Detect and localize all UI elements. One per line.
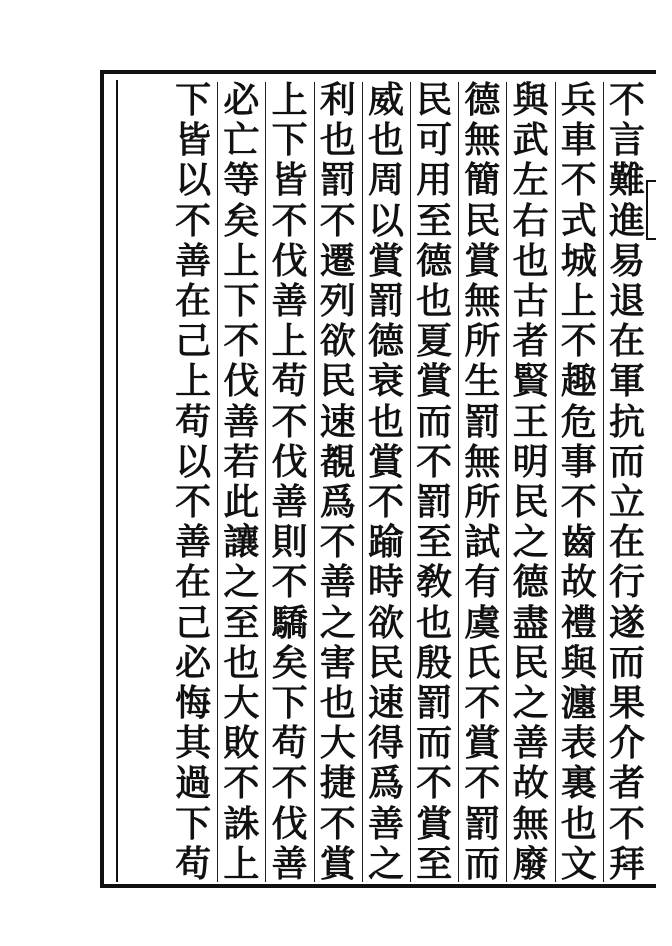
character: 不 [608, 79, 645, 121]
character: 不 [271, 762, 308, 805]
character: 可 [416, 119, 453, 162]
character: 善 [223, 400, 260, 443]
character: 上 [223, 842, 260, 885]
character: 不 [175, 481, 212, 524]
character: 捷 [319, 762, 356, 805]
character: 己 [175, 320, 212, 363]
character: 賞 [416, 802, 453, 845]
character: 亡 [223, 119, 260, 162]
character: 不 [319, 521, 356, 564]
character: 上 [223, 239, 260, 282]
column-divider [217, 82, 218, 882]
character: 軍 [608, 360, 645, 403]
character: 以 [367, 199, 404, 242]
character: 民 [512, 641, 549, 684]
character: 不 [416, 440, 453, 483]
character: 德 [512, 561, 549, 604]
character: 下 [271, 119, 308, 162]
column-divider [265, 82, 266, 882]
character: 罰 [319, 159, 356, 202]
text-column [363, 79, 409, 885]
character: 之 [512, 521, 549, 564]
character: 在 [175, 280, 212, 323]
character: 驕 [271, 601, 308, 644]
character: 善 [367, 802, 404, 845]
column-divider [603, 82, 604, 882]
character: 事 [560, 440, 597, 483]
character: 也 [223, 641, 260, 684]
character: 賞 [416, 360, 453, 403]
character: 難 [608, 159, 645, 202]
character: 也 [319, 682, 356, 725]
character: 裏 [560, 762, 597, 805]
character: 罰 [367, 280, 404, 323]
character: 氏 [464, 641, 501, 684]
character: 與 [560, 641, 597, 684]
character: 介 [608, 722, 645, 765]
character: 伐 [223, 360, 260, 403]
character: 罰 [464, 400, 501, 443]
character: 所 [464, 481, 501, 524]
character: 周 [367, 159, 404, 202]
character: 至 [223, 601, 260, 644]
character: 不 [560, 159, 597, 202]
character: 無 [512, 802, 549, 845]
character: 在 [175, 561, 212, 604]
character: 此 [223, 481, 260, 524]
character: 威 [367, 79, 404, 121]
character: 善 [271, 481, 308, 524]
character: 明 [512, 440, 549, 483]
character: 善 [175, 239, 212, 282]
character: 抗 [608, 400, 645, 443]
text-column [315, 79, 361, 885]
character: 德 [416, 239, 453, 282]
character: 賞 [367, 239, 404, 282]
character: 與 [512, 79, 549, 121]
text-column [556, 79, 602, 885]
character: 遷 [319, 239, 356, 282]
character: 下 [223, 280, 260, 323]
text-column [459, 79, 505, 885]
character: 覩 [319, 440, 356, 483]
character: 文 [560, 842, 597, 885]
text-column [411, 79, 457, 885]
character: 之 [367, 842, 404, 885]
character: 夏 [416, 320, 453, 363]
character: 不 [560, 320, 597, 363]
character: 廢 [512, 842, 549, 885]
character: 上 [271, 320, 308, 363]
character: 生 [464, 360, 501, 403]
column-divider [458, 82, 459, 882]
text-column [170, 79, 216, 885]
character: 賢 [512, 360, 549, 403]
character: 者 [608, 762, 645, 805]
character: 表 [560, 722, 597, 765]
character: 讓 [223, 521, 260, 564]
column-divider [362, 82, 363, 882]
character: 殷 [416, 641, 453, 684]
character: 虞 [464, 601, 501, 644]
character: 苟 [271, 722, 308, 765]
character: 苟 [175, 400, 212, 443]
character: 賞 [464, 722, 501, 765]
character: 民 [464, 199, 501, 242]
character: 速 [319, 400, 356, 443]
character: 進 [608, 199, 645, 242]
character: 不 [223, 320, 260, 363]
character: 者 [512, 320, 549, 363]
character: 式 [560, 199, 597, 242]
character: 誅 [223, 802, 260, 845]
character: 賞 [367, 440, 404, 483]
character: 上 [175, 360, 212, 403]
character: 趣 [560, 360, 597, 403]
character: 罰 [416, 682, 453, 725]
character: 不 [608, 802, 645, 845]
inner-border-rule [116, 80, 118, 882]
character: 列 [319, 280, 356, 323]
character: 而 [608, 641, 645, 684]
column-divider [555, 82, 556, 882]
character: 善 [512, 722, 549, 765]
character: 武 [512, 119, 549, 162]
character: 民 [319, 360, 356, 403]
character: 盡 [512, 601, 549, 644]
character: 在 [608, 320, 645, 363]
character: 德 [367, 320, 404, 363]
character: 車 [560, 119, 597, 162]
character: 也 [367, 119, 404, 162]
text-column [218, 79, 264, 885]
character: 之 [223, 561, 260, 604]
character: 不 [367, 481, 404, 524]
character: 簡 [464, 159, 501, 202]
character: 不 [464, 762, 501, 805]
character: 害 [319, 641, 356, 684]
character: 古 [512, 280, 549, 323]
character: 而 [416, 400, 453, 443]
character: 踰 [367, 521, 404, 564]
character: 左 [512, 159, 549, 202]
character: 右 [512, 199, 549, 242]
character: 伐 [271, 239, 308, 282]
character: 無 [464, 440, 501, 483]
column-divider [506, 82, 507, 882]
character: 伐 [271, 802, 308, 845]
character: 善 [175, 521, 212, 564]
character: 皆 [271, 159, 308, 202]
character: 若 [223, 440, 260, 483]
character: 不 [464, 682, 501, 725]
character: 得 [367, 722, 404, 765]
character: 利 [319, 79, 356, 121]
character: 民 [367, 641, 404, 684]
character: 爲 [319, 481, 356, 524]
character: 以 [175, 159, 212, 202]
character: 有 [464, 561, 501, 604]
character: 不 [175, 199, 212, 242]
character: 必 [223, 79, 260, 121]
character: 苟 [175, 842, 212, 885]
character: 過 [175, 762, 212, 805]
character: 伐 [271, 440, 308, 483]
character: 賞 [464, 239, 501, 282]
character: 必 [175, 641, 212, 684]
text-column [267, 79, 313, 885]
character: 也 [560, 802, 597, 845]
character: 民 [416, 79, 453, 121]
character: 兵 [560, 79, 597, 121]
character: 立 [608, 481, 645, 524]
column-divider [314, 82, 315, 882]
character: 其 [175, 722, 212, 765]
character: 矣 [223, 199, 260, 242]
character: 故 [512, 762, 549, 805]
character: 敗 [223, 722, 260, 765]
character: 皆 [175, 119, 212, 162]
character: 城 [560, 239, 597, 282]
character: 罰 [464, 802, 501, 845]
character: 也 [367, 400, 404, 443]
character: 行 [608, 561, 645, 604]
character: 王 [512, 400, 549, 443]
character: 而 [464, 842, 501, 885]
character: 所 [464, 320, 501, 363]
character: 己 [175, 601, 212, 644]
character: 不 [319, 199, 356, 242]
character: 下 [175, 79, 212, 121]
character: 罰 [416, 481, 453, 524]
character: 下 [175, 802, 212, 845]
character: 也 [416, 601, 453, 644]
column-divider [410, 82, 411, 882]
character: 果 [608, 682, 645, 725]
character: 等 [223, 159, 260, 202]
character: 不 [271, 199, 308, 242]
character: 下 [271, 682, 308, 725]
character: 不 [319, 802, 356, 845]
character: 大 [223, 682, 260, 725]
character: 時 [367, 561, 404, 604]
character: 敎 [416, 561, 453, 604]
character: 賞 [319, 842, 356, 885]
character: 欲 [319, 320, 356, 363]
character: 易 [608, 239, 645, 282]
character: 也 [416, 280, 453, 323]
character: 至 [416, 521, 453, 564]
character: 危 [560, 400, 597, 443]
character: 衰 [367, 360, 404, 403]
character: 苟 [271, 360, 308, 403]
character: 不 [560, 481, 597, 524]
character: 善 [319, 561, 356, 604]
character: 用 [416, 159, 453, 202]
character: 上 [271, 79, 308, 121]
character: 不 [271, 561, 308, 604]
character: 速 [367, 682, 404, 725]
character: 德 [464, 79, 501, 121]
character: 不 [223, 762, 260, 805]
character: 故 [560, 561, 597, 604]
character: 之 [512, 682, 549, 725]
character: 不 [271, 400, 308, 443]
character: 而 [416, 722, 453, 765]
character: 不 [416, 762, 453, 805]
character: 拜 [608, 842, 645, 885]
character: 善 [271, 842, 308, 885]
character: 大 [319, 722, 356, 765]
character: 在 [608, 521, 645, 564]
character: 至 [416, 842, 453, 885]
character: 退 [608, 280, 645, 323]
character: 以 [175, 440, 212, 483]
text-column [604, 79, 650, 885]
character: 也 [512, 239, 549, 282]
character: 善 [271, 280, 308, 323]
character: 則 [271, 521, 308, 564]
character: 試 [464, 521, 501, 564]
character: 言 [608, 119, 645, 162]
character: 無 [464, 280, 501, 323]
character: 民 [512, 481, 549, 524]
character: 遂 [608, 601, 645, 644]
character: 矣 [271, 641, 308, 684]
character: 而 [608, 440, 645, 483]
character: 上 [560, 280, 597, 323]
character: 悔 [175, 682, 212, 725]
character: 欲 [367, 601, 404, 644]
character: 之 [319, 601, 356, 644]
character: 無 [464, 119, 501, 162]
character: 至 [416, 199, 453, 242]
character: 爲 [367, 762, 404, 805]
text-column [508, 79, 554, 885]
character: 禮 [560, 601, 597, 644]
character: 也 [319, 119, 356, 162]
character: 齒 [560, 521, 597, 564]
character: 瀍 [560, 682, 597, 725]
